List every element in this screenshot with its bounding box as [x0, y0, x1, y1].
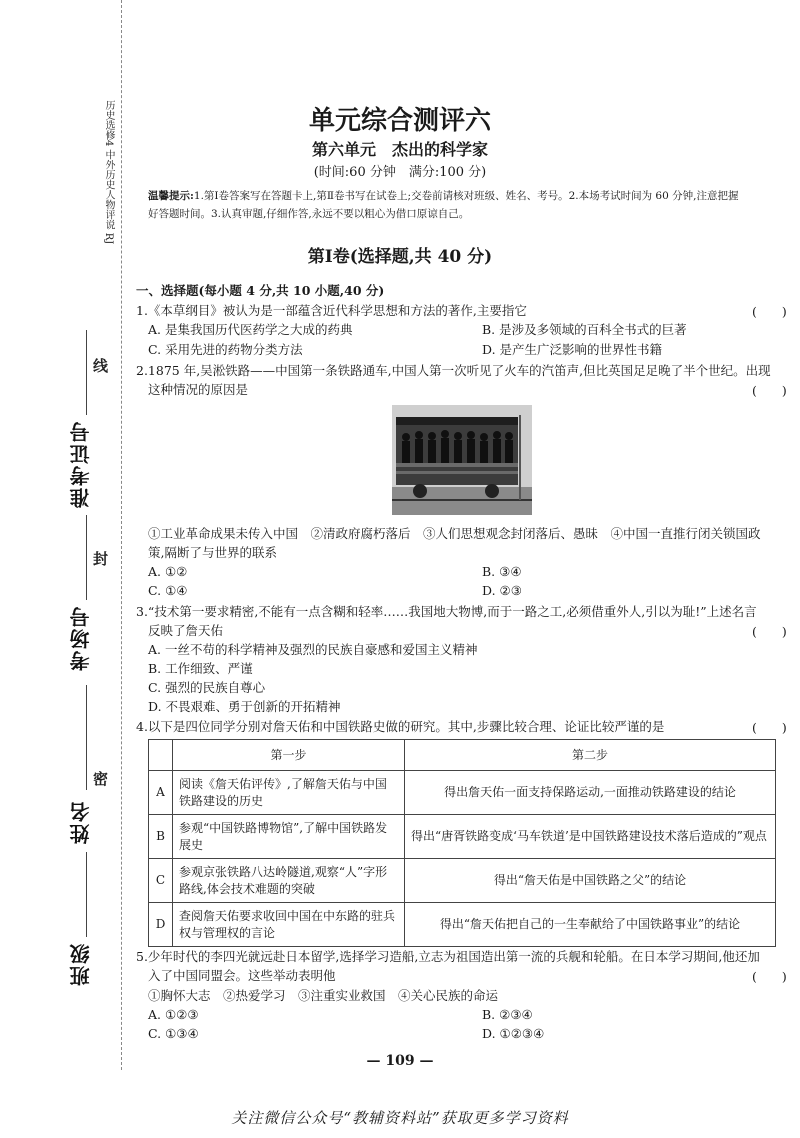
- q1-answer-blank[interactable]: ( ): [752, 304, 787, 319]
- q1-option-c[interactable]: C. 采用先进的药物分类方法: [148, 342, 303, 357]
- q5-option-d[interactable]: D. ①②③④: [482, 1026, 545, 1041]
- exam-room-blank[interactable]: [86, 515, 87, 600]
- q2-option-d[interactable]: D. ②③: [482, 583, 522, 598]
- q2-option-c[interactable]: C. ①④: [148, 583, 188, 598]
- q1-stem: 1.《本草纲目》被认为是一部蕴含近代科学思想和方法的著作,主要指它: [136, 303, 527, 318]
- row-step1: 参观“中国铁路博物馆”,了解中国铁路发展史: [173, 815, 405, 859]
- q4-header-step1: 第一步: [173, 740, 405, 771]
- q2-stem-2: 这种情况的原因是: [148, 382, 249, 397]
- row-letter: A: [149, 771, 173, 815]
- q4-stem: 4.以下是四位同学分别对詹天佑和中国铁路史做的研究。其中,步骤比较合理、论证比较严谨的是: [136, 719, 665, 734]
- section-title: 一、选择题(每小题 4 分,共 10 小题,40 分): [136, 283, 385, 298]
- tips-text-2: 好答题时间。3.认真审题,仔细作答,永远不要以粗心为借口原谅自己。: [148, 208, 470, 220]
- q5-stem-1: 5.少年时代的李四光就远赴日本留学,选择学习造船,立志为祖国造出第一流的兵舰和轮船。在日本学习期间,他还加: [136, 949, 760, 964]
- q5-option-b[interactable]: B. ②③④: [482, 1007, 533, 1022]
- binding-word-line: 线: [93, 357, 109, 375]
- unit-subtitle: 第六单元 杰出的科学家: [311, 140, 488, 159]
- page-title: 单元综合测评六: [308, 106, 491, 136]
- tips-label: 温馨提示:: [148, 190, 194, 202]
- q2-option-b[interactable]: B. ③④: [482, 564, 522, 579]
- page-number: — 109 —: [366, 1053, 434, 1069]
- series-label: 历史选修4 中外历史人物评说 RJ: [103, 100, 114, 245]
- q4-table-header: [149, 740, 776, 771]
- row-letter: B: [149, 815, 173, 859]
- row-step2: 得出“唐胥铁路变成‘马车铁道’是中国铁路建设技术落后造成的”观点: [405, 815, 776, 859]
- q4-table: [148, 739, 776, 947]
- q2-statements-1: ①工业革命成果未传入中国 ②清政府腐朽落后 ③人们思想观念封闭落后、愚昧 ④中国一直推行闭关锁国政: [148, 526, 761, 541]
- train-photo: [392, 405, 532, 515]
- q3-stem-2: 反映了詹天佑: [148, 623, 224, 638]
- table-row[interactable]: [149, 815, 776, 859]
- row-step1: 阅读《詹天佑评传》,了解詹天佑与中国铁路建设的历史: [173, 771, 405, 815]
- name-label: 姓名: [69, 800, 93, 844]
- q3-answer-blank[interactable]: ( ): [752, 624, 787, 639]
- time-info: (时间:60 分钟 满分:100 分): [313, 165, 487, 180]
- part1-title: 第Ⅰ卷(选择题,共 40 分): [307, 247, 493, 267]
- class-blank[interactable]: [86, 852, 87, 937]
- q3-option-a[interactable]: A. 一丝不苟的科学精神及强烈的民族自豪感和爱国主义精神: [148, 642, 478, 657]
- class-label: 班级: [69, 942, 93, 986]
- q1-option-d[interactable]: D. 是产生广泛影响的世界性书籍: [482, 342, 663, 357]
- tips-line-1: [148, 187, 738, 205]
- q5-option-a[interactable]: A. ①②③: [148, 1007, 199, 1022]
- q4-answer-blank[interactable]: ( ): [752, 720, 787, 735]
- q3-option-c[interactable]: C. 强烈的民族自尊心: [148, 680, 266, 695]
- row-step2: 得出詹天佑一面支持保路运动,一面推动铁路建设的结论: [405, 771, 776, 815]
- binding-word-seal: 封: [93, 550, 109, 568]
- footer-note: 关注微信公众号“教辅资料站”获取更多学习资料: [231, 1109, 569, 1127]
- row-step2: 得出“詹天佑把自己的一生奉献给了中国铁路事业”的结论: [405, 903, 776, 947]
- row-letter: C: [149, 859, 173, 903]
- q2-option-a[interactable]: A. ①②: [148, 564, 188, 579]
- table-row[interactable]: [149, 903, 776, 947]
- exam-number-label: 准考证号: [69, 420, 93, 508]
- q5-statements: ①胸怀大志 ②热爱学习 ③注重实业救国 ④关心民族的命运: [148, 988, 499, 1003]
- row-step2: 得出“詹天佑是中国铁路之父”的结论: [405, 859, 776, 903]
- exam-number-blank[interactable]: [86, 330, 87, 415]
- row-letter: D: [149, 903, 173, 947]
- q2-statements-2: 策,隔断了与世界的联系: [148, 545, 277, 560]
- tips-text-1: 1.第Ⅰ卷答案写在答题卡上,第Ⅱ卷书写在试卷上;交卷前请核对班级、姓名、考号。2.本场考试时间为 60 分钟,注意把握: [193, 190, 739, 202]
- row-step1: 参观京张铁路八达岭隧道,观察“人”字形路线,体会技术难题的突破: [173, 859, 405, 903]
- q1-option-a[interactable]: A. 是集我国历代医药学之大成的药典: [148, 322, 353, 337]
- q5-option-c[interactable]: C. ①③④: [148, 1026, 199, 1041]
- q3-option-d[interactable]: D. 不畏艰难、勇于创新的开拓精神: [148, 699, 341, 714]
- name-blank[interactable]: [86, 685, 87, 790]
- row-step1: 查阅詹天佑要求收回中国在中东路的驻兵权与管理权的言论: [173, 903, 405, 947]
- q1-option-b[interactable]: B. 是涉及多领域的百科全书式的巨著: [482, 322, 687, 337]
- exam-room-label: 考场号: [69, 605, 93, 671]
- q3-stem-1: 3.“技术第一要求精密,不能有一点含糊和轻率……我国地大物博,而于一路之工,必须借重外人,引以为耻!”上述名言: [136, 604, 757, 619]
- table-row[interactable]: [149, 859, 776, 903]
- q2-answer-blank[interactable]: ( ): [752, 383, 787, 398]
- q5-stem-2: 入了中国同盟会。这些举动表明他: [148, 968, 336, 983]
- binding-word-secret: 密: [93, 770, 109, 788]
- q2-stem-1: 2.1875 年,吴淞铁路——中国第一条铁路通车,中国人第一次听见了火车的汽笛声,但比英国足足晚了半个世纪。出现: [136, 363, 771, 378]
- q4-header-step2: 第二步: [405, 740, 776, 771]
- q5-answer-blank[interactable]: ( ): [752, 969, 787, 984]
- q3-option-b[interactable]: B. 工作细致、严谨: [148, 661, 253, 676]
- q4-header-blank: [149, 740, 173, 771]
- table-row[interactable]: [149, 771, 776, 815]
